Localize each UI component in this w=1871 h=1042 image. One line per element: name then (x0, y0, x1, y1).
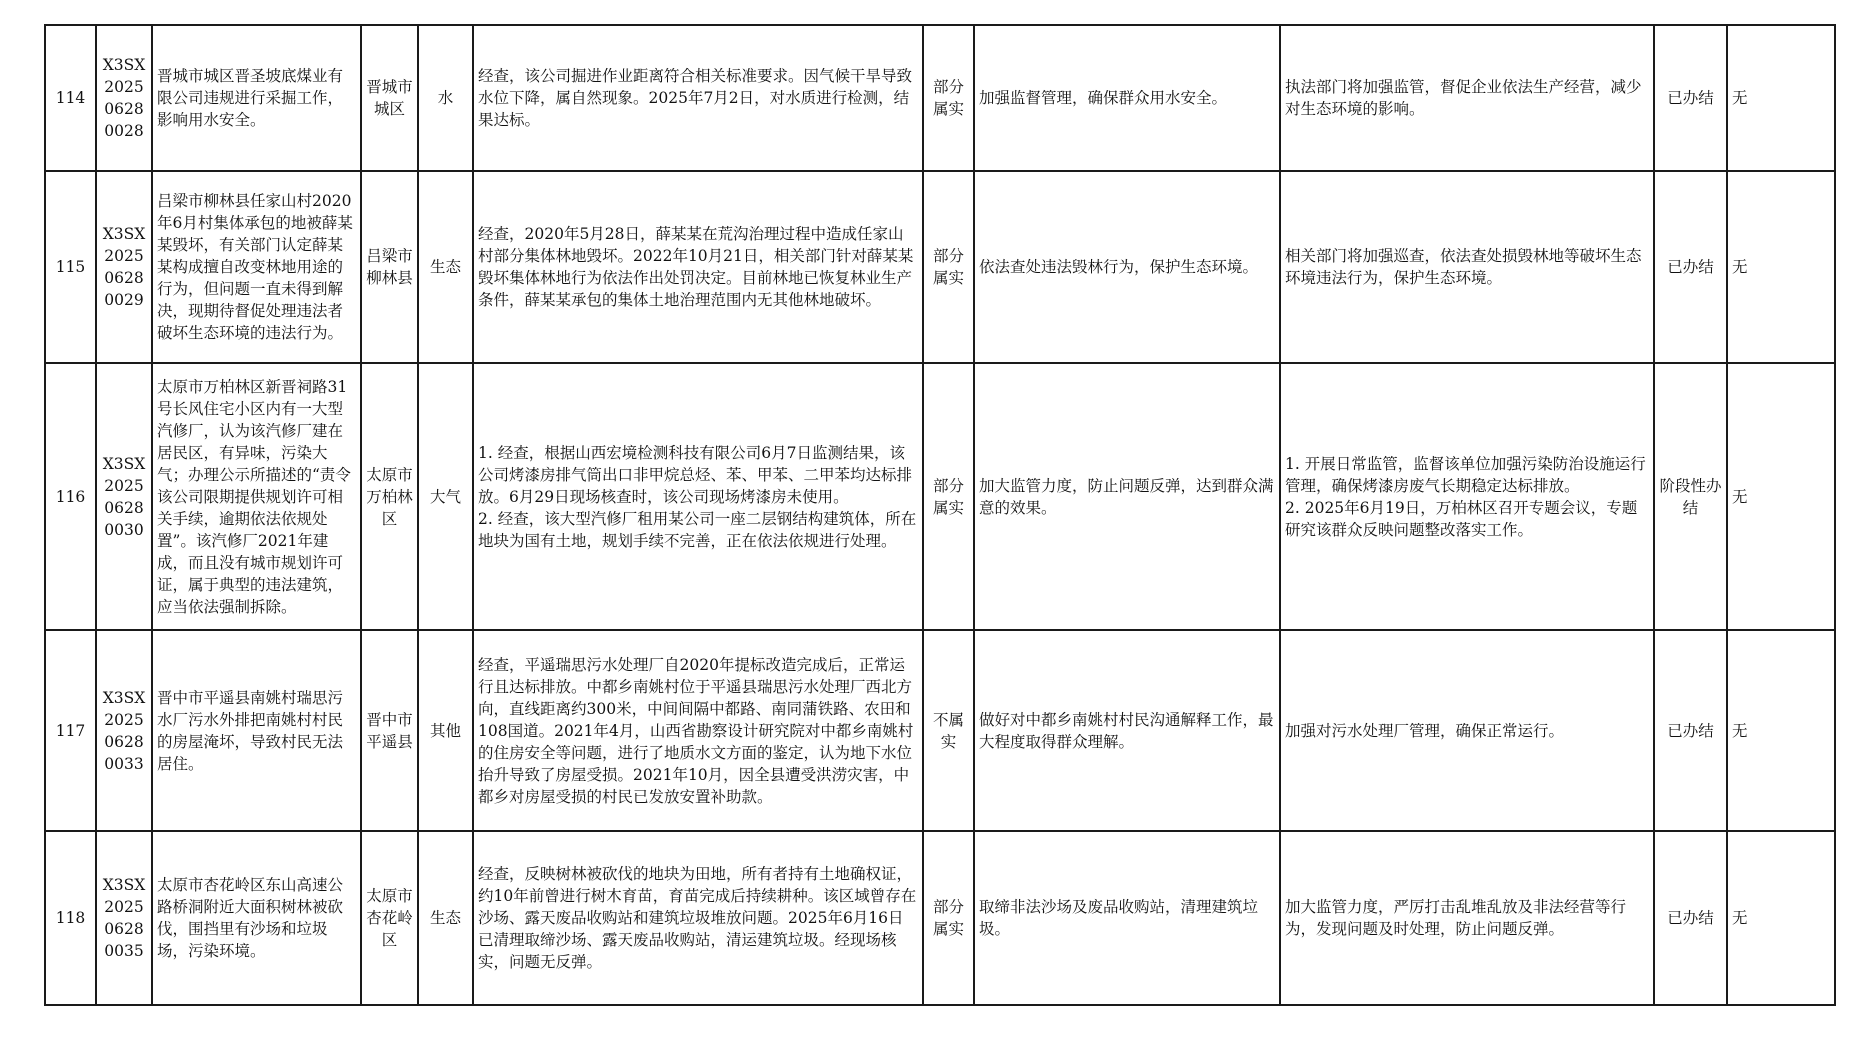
seq-cell: 118 (45, 831, 96, 1005)
table-row (45, 25, 1835, 171)
findings-cell (473, 831, 923, 1005)
handling-cell: 加大监管力度，防止问题反弹，达到群众满意的效果。 (974, 363, 1280, 630)
complaint-case-table (44, 24, 1836, 1006)
handling-cell: 做好对中都乡南姚村村民沟通解释工作，最大程度取得群众理解。 (974, 630, 1280, 831)
rectification-paragraph: 2. 2025年6月19日，万柏林区召开专题会议，专题研究该群众反映问题整改落实工作。 (1285, 498, 1638, 539)
status-cell: 已办结 (1654, 171, 1727, 363)
accountability-cell: 无 (1727, 171, 1835, 363)
rectification-cell (1280, 363, 1654, 630)
findings-cell (473, 25, 923, 171)
verdict-cell: 部分属实 (923, 25, 974, 171)
findings-cell (473, 630, 923, 831)
rectification-cell (1280, 171, 1654, 363)
verdict-cell: 不属实 (923, 630, 974, 831)
findings-cell (473, 171, 923, 363)
location-cell: 晋城市城区 (361, 25, 418, 171)
accountability-cell: 无 (1727, 25, 1835, 171)
category-cell: 生态 (418, 831, 473, 1005)
table-row (45, 363, 1835, 630)
complaint-cell: 晋城市城区晋圣坡底煤业有限公司违规进行采掘工作，影响用水安全。 (152, 25, 361, 171)
location-cell: 太原市杏花岭区 (361, 831, 418, 1005)
category-cell: 水 (418, 25, 473, 171)
location-cell: 吕梁市柳林县 (361, 171, 418, 363)
table-body (45, 25, 1835, 1005)
complaint-cell: 晋中市平遥县南姚村瑞思污水厂污水外排把南姚村村民的房屋淹坏，导致村民无法居住。 (152, 630, 361, 831)
findings-paragraph: 1. 经查，根据山西宏境检测科技有限公司6月7日监测结果，该公司烤漆房排气筒出口非甲烷总烃、苯、甲苯、二甲苯均达标排放。6月29日现场核查时，该公司现场烤漆房未使用。 (478, 443, 913, 506)
rectification-cell (1280, 25, 1654, 171)
case-table-page (44, 24, 1834, 1006)
rectification-cell (1280, 831, 1654, 1005)
case-code-cell: X3SX202506280035 (96, 831, 152, 1005)
handling-cell: 依法查处违法毁林行为，保护生态环境。 (974, 171, 1280, 363)
case-code-cell: X3SX202506280028 (96, 25, 152, 171)
category-cell: 生态 (418, 171, 473, 363)
handling-cell: 加强监督管理，确保群众用水安全。 (974, 25, 1280, 171)
accountability-cell: 无 (1727, 363, 1835, 630)
accountability-cell: 无 (1727, 831, 1835, 1005)
verdict-cell: 部分属实 (923, 831, 974, 1005)
complaint-cell: 太原市万柏林区新晋祠路31号长风住宅小区内有一大型汽修厂，认为该汽修厂建在居民区，有异味，污染大气；办理公示所描述的“责令该公司限期提供规划许可相关手续，逾期依法依规处置”。该汽修厂2021年建成，而且没有城市规划许可证，属于典型的违法建筑，应当依法强制拆除。 (152, 363, 361, 630)
accountability-cell: 无 (1727, 630, 1835, 831)
findings-cell (473, 363, 923, 630)
rectification-paragraph: 加强对污水处理厂管理，确保正常运行。 (1285, 721, 1565, 740)
rectification-paragraph: 1. 开展日常监管，监督该单位加强污染防治设施运行管理，确保烤漆房废气长期稳定达标排放。 (1285, 454, 1646, 495)
case-code-cell: X3SX202506280030 (96, 363, 152, 630)
status-cell: 已办结 (1654, 630, 1727, 831)
location-cell: 晋中市平遥县 (361, 630, 418, 831)
complaint-cell: 太原市杏花岭区东山高速公路桥洞附近大面积树林被砍伐，围挡里有沙场和垃圾场，污染环境。 (152, 831, 361, 1005)
findings-paragraph: 经查，该公司掘进作业距离符合相关标准要求。因气候干旱导致水位下降，属自然现象。2025年7月2日，对水质进行检测，结果达标。 (478, 67, 913, 129)
case-code-cell: X3SX202506280029 (96, 171, 152, 363)
seq-cell: 115 (45, 171, 96, 363)
case-code-cell: X3SX202506280033 (96, 630, 152, 831)
category-cell: 其他 (418, 630, 473, 831)
complaint-cell: 吕梁市柳林县任家山村2020年6月村集体承包的地被薛某某毁坏，有关部门认定薛某某构成擅自改变林地用途的行为，但问题一直未得到解决，现期待督促处理违法者破坏生态环境的违法行为。 (152, 171, 361, 363)
location-cell: 太原市万柏林区 (361, 363, 418, 630)
table-row (45, 831, 1835, 1005)
verdict-cell: 部分属实 (923, 363, 974, 630)
rectification-cell (1280, 630, 1654, 831)
table-row (45, 630, 1835, 831)
findings-paragraph: 经查，2020年5月28日，薛某某在荒沟治理过程中造成任家山村部分集体林地毁坏。2022年10月21日，相关部门针对薛某某毁坏集体林地行为依法作出处罚决定。目前林地已恢复林业生产条件，薛某某承包的集体土地治理范围内无其他林地破坏。 (478, 225, 914, 309)
rectification-paragraph: 加大监管力度，严厉打击乱堆乱放及非法经营等行为，发现问题及时处理，防止问题反弹。 (1285, 898, 1627, 938)
category-cell: 大气 (418, 363, 473, 630)
handling-cell: 取缔非法沙场及废品收购站，清理建筑垃圾。 (974, 831, 1280, 1005)
rectification-paragraph: 相关部门将加强巡查，依法查处损毁林地等破坏生态环境违法行为，保护生态环境。 (1285, 247, 1642, 287)
status-cell: 阶段性办结 (1654, 363, 1727, 630)
status-cell: 已办结 (1654, 831, 1727, 1005)
findings-paragraph: 经查，反映树林被砍伐的地块为田地，所有者持有土地确权证，约10年前曾进行树木育苗，育苗完成后持续耕种。该区域曾存在沙场、露天废品收购站和建筑垃圾堆放问题。2025年6月16日已清理取缔沙场、露天废品收购站，清运建筑垃圾。经现场核实，问题无反弹。 (478, 865, 917, 971)
seq-cell: 114 (45, 25, 96, 171)
findings-paragraph: 经查，平遥瑞思污水处理厂自2020年提标改造完成后，正常运行且达标排放。中都乡南姚村位于平遥县瑞思污水处理厂西北方向，直线距离约300米，中间间隔中都路、南同蒲铁路、农田和108国道。2021年4月，山西省勘察设计研究院对中都乡南姚村的住房安全等问题，进行了地质水文方面的鉴定，认为地下水位抬升导致了房屋受损。2021年10月，因全县遭受洪涝灾害，中都乡对房屋受损的村民已发放安置补助款。 (478, 655, 914, 806)
table-row (45, 171, 1835, 363)
seq-cell: 117 (45, 630, 96, 831)
status-cell: 已办结 (1654, 25, 1727, 171)
rectification-paragraph: 执法部门将加强监管，督促企业依法生产经营，减少对生态环境的影响。 (1285, 78, 1642, 118)
verdict-cell: 部分属实 (923, 171, 974, 363)
seq-cell: 116 (45, 363, 96, 630)
findings-paragraph: 2. 经查，该大型汽修厂租用某公司一座二层钢结构建筑体，所在地块为国有土地，规划手续不完善，正在依法依规进行处理。 (478, 509, 917, 550)
